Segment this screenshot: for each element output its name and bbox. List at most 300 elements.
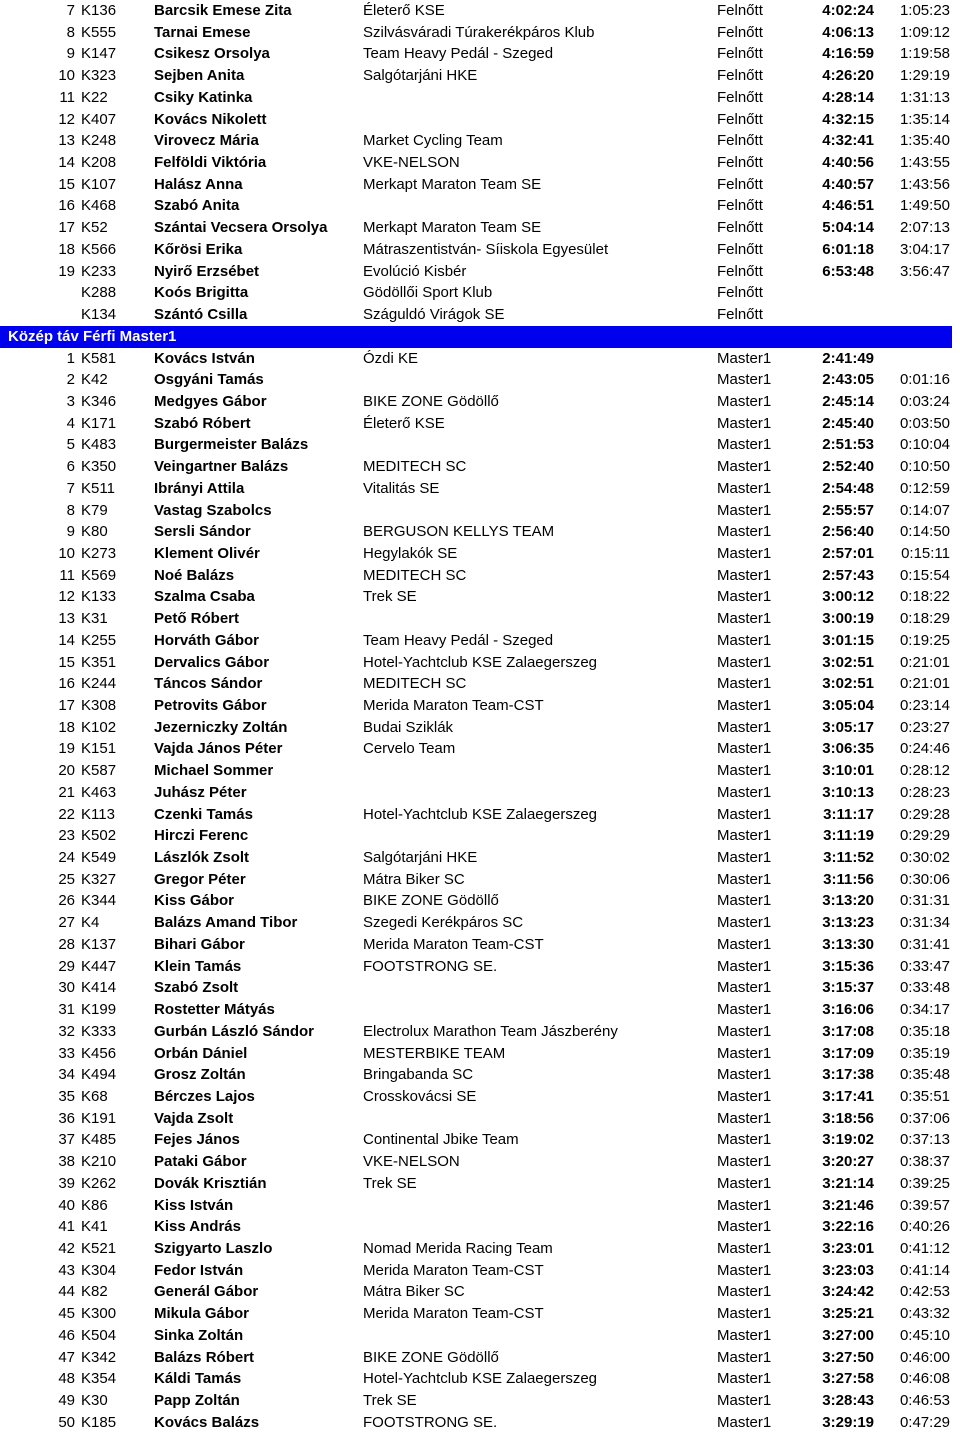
rank-cell: 17 [0, 695, 75, 717]
name-cell: Sersli Sándor [154, 521, 359, 543]
rank-cell: 16 [0, 195, 75, 217]
bib-cell: K233 [81, 261, 151, 283]
time-cell: 3:23:03 [790, 1260, 874, 1282]
bib-cell: K463 [81, 782, 151, 804]
bib-cell: K136 [81, 0, 151, 22]
time-cell: 3:16:06 [790, 999, 874, 1021]
name-cell: Gurbán László Sándor [154, 1021, 359, 1043]
club-cell: Életerő KSE [363, 0, 713, 22]
club-cell: Team Heavy Pedál - Szeged [363, 630, 713, 652]
club-cell: Ózdi KE [363, 348, 713, 370]
gap-cell: 0:35:18 [880, 1021, 950, 1043]
time-cell: 3:11:19 [790, 825, 874, 847]
gap-cell: 0:40:26 [880, 1216, 950, 1238]
time-cell: 2:41:49 [790, 348, 874, 370]
name-cell: Fedor István [154, 1260, 359, 1282]
rank-cell: 33 [0, 1043, 75, 1065]
category-cell: Master1 [717, 717, 817, 739]
name-cell: Petrovits Gábor [154, 695, 359, 717]
bib-cell: K191 [81, 1108, 151, 1130]
rank-cell: 42 [0, 1238, 75, 1260]
bib-cell: K255 [81, 630, 151, 652]
club-cell: MEDITECH SC [363, 456, 713, 478]
bib-cell: K185 [81, 1412, 151, 1433]
bib-cell: K581 [81, 348, 151, 370]
rank-cell: 26 [0, 890, 75, 912]
rank-cell: 25 [0, 869, 75, 891]
gap-cell: 0:43:32 [880, 1303, 950, 1325]
result-row [0, 1303, 960, 1325]
gap-cell: 0:37:13 [880, 1129, 950, 1151]
category-cell: Master1 [717, 1108, 817, 1130]
rank-cell: 32 [0, 1021, 75, 1043]
result-row [0, 804, 960, 826]
time-cell: 3:00:19 [790, 608, 874, 630]
category-cell: Master1 [717, 1195, 817, 1217]
result-row [0, 1216, 960, 1238]
category-cell: Master1 [717, 1238, 817, 1260]
rank-cell: 12 [0, 586, 75, 608]
name-cell: Sinka Zoltán [154, 1325, 359, 1347]
club-cell: MEDITECH SC [363, 673, 713, 695]
name-cell: Kiss István [154, 1195, 359, 1217]
club-cell: Market Cycling Team [363, 130, 713, 152]
category-cell: Master1 [717, 999, 817, 1021]
time-cell: 2:45:40 [790, 413, 874, 435]
name-cell: Kovács Balázs [154, 1412, 359, 1433]
category-cell: Master1 [717, 760, 817, 782]
bib-cell: K262 [81, 1173, 151, 1195]
gap-cell: 0:03:50 [880, 413, 950, 435]
rank-cell: 5 [0, 434, 75, 456]
rank-cell: 17 [0, 217, 75, 239]
name-cell: Szántó Csilla [154, 304, 359, 326]
name-cell: Pető Róbert [154, 608, 359, 630]
result-row [0, 1412, 960, 1433]
club-cell: Merida Maraton Team-CST [363, 695, 713, 717]
gap-cell: 0:39:57 [880, 1195, 950, 1217]
rank-cell: 34 [0, 1064, 75, 1086]
bib-cell: K308 [81, 695, 151, 717]
result-row [0, 174, 960, 196]
name-cell: Medgyes Gábor [154, 391, 359, 413]
rank-cell: 19 [0, 261, 75, 283]
gap-cell: 0:29:28 [880, 804, 950, 826]
rank-cell: 19 [0, 738, 75, 760]
gap-cell: 0:46:08 [880, 1368, 950, 1390]
club-cell: Trek SE [363, 1390, 713, 1412]
bib-cell: K350 [81, 456, 151, 478]
result-row [0, 109, 960, 131]
result-row [0, 0, 960, 22]
gap-cell: 0:31:34 [880, 912, 950, 934]
result-row [0, 1043, 960, 1065]
time-cell: 6:53:48 [790, 261, 874, 283]
rank-cell: 23 [0, 825, 75, 847]
time-cell: 3:10:01 [790, 760, 874, 782]
name-cell: Szalma Csaba [154, 586, 359, 608]
bib-cell: K80 [81, 521, 151, 543]
time-cell: 3:13:30 [790, 934, 874, 956]
category-cell: Master1 [717, 630, 817, 652]
name-cell: Jezerniczky Zoltán [154, 717, 359, 739]
rank-cell: 14 [0, 152, 75, 174]
result-row [0, 1086, 960, 1108]
bib-cell: K288 [81, 282, 151, 304]
category-cell: Master1 [717, 565, 817, 587]
bib-cell: K133 [81, 586, 151, 608]
category-cell: Master1 [717, 890, 817, 912]
rank-cell: 14 [0, 630, 75, 652]
club-cell: Salgótarjáni HKE [363, 847, 713, 869]
time-cell: 4:06:13 [790, 22, 874, 44]
name-cell: Felföldi Viktória [154, 152, 359, 174]
category-cell: Master1 [717, 652, 817, 674]
rank-cell: 8 [0, 22, 75, 44]
time-cell: 6:01:18 [790, 239, 874, 261]
category-cell: Master1 [717, 391, 817, 413]
time-cell: 3:27:50 [790, 1347, 874, 1369]
result-row [0, 1173, 960, 1195]
rank-cell: 10 [0, 65, 75, 87]
category-cell: Master1 [717, 847, 817, 869]
gap-cell: 0:29:29 [880, 825, 950, 847]
bib-cell: K327 [81, 869, 151, 891]
time-cell: 2:56:40 [790, 521, 874, 543]
rank-cell: 11 [0, 87, 75, 109]
club-cell: Mátra Biker SC [363, 1281, 713, 1303]
category-cell: Master1 [717, 413, 817, 435]
club-cell: Merkapt Maraton Team SE [363, 174, 713, 196]
club-cell: Electrolux Marathon Team Jászberény [363, 1021, 713, 1043]
gap-cell: 1:35:14 [880, 109, 950, 131]
name-cell: Generál Gábor [154, 1281, 359, 1303]
gap-cell: 0:33:47 [880, 956, 950, 978]
gap-cell: 1:05:23 [880, 0, 950, 22]
club-cell: Evolúció Kisbér [363, 261, 713, 283]
result-row [0, 1151, 960, 1173]
time-cell: 3:05:04 [790, 695, 874, 717]
time-cell: 3:15:36 [790, 956, 874, 978]
category-cell: Master1 [717, 1021, 817, 1043]
category-cell: Master1 [717, 1173, 817, 1195]
section-header [0, 326, 952, 348]
name-cell: Czenki Tamás [154, 804, 359, 826]
club-cell: VKE-NELSON [363, 152, 713, 174]
club-cell: Continental Jbike Team [363, 1129, 713, 1151]
gap-cell: 0:39:25 [880, 1173, 950, 1195]
bib-cell: K107 [81, 174, 151, 196]
rank-cell: 10 [0, 543, 75, 565]
time-cell: 3:11:56 [790, 869, 874, 891]
time-cell: 3:28:43 [790, 1390, 874, 1412]
time-cell: 3:21:14 [790, 1173, 874, 1195]
category-cell: Master1 [717, 369, 817, 391]
name-cell: Dovák Krisztián [154, 1173, 359, 1195]
bib-cell: K447 [81, 956, 151, 978]
result-row [0, 760, 960, 782]
gap-cell: 0:46:53 [880, 1390, 950, 1412]
bib-cell: K41 [81, 1216, 151, 1238]
category-cell: Master1 [717, 825, 817, 847]
time-cell: 3:23:01 [790, 1238, 874, 1260]
result-row [0, 1325, 960, 1347]
club-cell: Hotel-Yachtclub KSE Zalaegerszeg [363, 1368, 713, 1390]
time-cell: 3:11:17 [790, 804, 874, 826]
rank-cell: 43 [0, 1260, 75, 1282]
bib-cell: K210 [81, 1151, 151, 1173]
rank-cell: 18 [0, 717, 75, 739]
category-cell: Master1 [717, 912, 817, 934]
name-cell: Lászlók Zsolt [154, 847, 359, 869]
category-cell: Master1 [717, 738, 817, 760]
rank-cell: 16 [0, 673, 75, 695]
name-cell: Kiss András [154, 1216, 359, 1238]
rank-cell: 8 [0, 500, 75, 522]
category-cell: Master1 [717, 456, 817, 478]
bib-cell: K569 [81, 565, 151, 587]
bib-cell: K248 [81, 130, 151, 152]
rank-cell: 28 [0, 934, 75, 956]
club-cell: Budai Sziklák [363, 717, 713, 739]
club-cell: Merida Maraton Team-CST [363, 934, 713, 956]
result-row [0, 934, 960, 956]
club-cell: FOOTSTRONG SE. [363, 1412, 713, 1433]
bib-cell: K82 [81, 1281, 151, 1303]
bib-cell: K171 [81, 413, 151, 435]
name-cell: Mikula Gábor [154, 1303, 359, 1325]
result-row [0, 1368, 960, 1390]
bib-cell: K354 [81, 1368, 151, 1390]
time-cell: 3:18:56 [790, 1108, 874, 1130]
name-cell: Horváth Gábor [154, 630, 359, 652]
gap-cell: 0:14:07 [880, 500, 950, 522]
club-cell: Gödöllői Sport Klub [363, 282, 713, 304]
category-cell: Master1 [717, 1325, 817, 1347]
category-cell: Felnőtt [717, 239, 817, 261]
time-cell: 4:46:51 [790, 195, 874, 217]
time-cell: 3:15:37 [790, 977, 874, 999]
rank-cell: 45 [0, 1303, 75, 1325]
rank-cell: 39 [0, 1173, 75, 1195]
rank-cell: 27 [0, 912, 75, 934]
result-row [0, 1195, 960, 1217]
rank-cell: 13 [0, 130, 75, 152]
club-cell: BIKE ZONE Gödöllő [363, 391, 713, 413]
bib-cell: K323 [81, 65, 151, 87]
name-cell: Bihari Gábor [154, 934, 359, 956]
bib-cell: K549 [81, 847, 151, 869]
result-row [0, 348, 960, 370]
category-cell: Master1 [717, 348, 817, 370]
club-cell: Szilvásváradi Túrakerékpáros Klub [363, 22, 713, 44]
bib-cell: K587 [81, 760, 151, 782]
gap-cell: 0:31:41 [880, 934, 950, 956]
bib-cell: K333 [81, 1021, 151, 1043]
bib-cell: K68 [81, 1086, 151, 1108]
rank-cell: 29 [0, 956, 75, 978]
time-cell: 2:45:14 [790, 391, 874, 413]
result-row [0, 1108, 960, 1130]
gap-cell: 0:31:31 [880, 890, 950, 912]
rank-cell: 9 [0, 521, 75, 543]
gap-cell: 0:21:01 [880, 673, 950, 695]
time-cell: 4:02:24 [790, 0, 874, 22]
result-row [0, 1064, 960, 1086]
result-row [0, 586, 960, 608]
time-cell: 2:51:53 [790, 434, 874, 456]
result-row [0, 1260, 960, 1282]
bib-cell: K79 [81, 500, 151, 522]
name-cell: Vajda János Péter [154, 738, 359, 760]
time-cell: 2:43:05 [790, 369, 874, 391]
bib-cell: K555 [81, 22, 151, 44]
category-cell: Felnőtt [717, 261, 817, 283]
result-row [0, 543, 960, 565]
time-cell: 3:17:09 [790, 1043, 874, 1065]
results-table-master1 [0, 348, 960, 1433]
bib-cell: K151 [81, 738, 151, 760]
time-cell: 3:22:16 [790, 1216, 874, 1238]
category-cell: Master1 [717, 1086, 817, 1108]
club-cell: VKE-NELSON [363, 1151, 713, 1173]
result-row [0, 999, 960, 1021]
result-row [0, 261, 960, 283]
rank-cell: 4 [0, 413, 75, 435]
club-cell: Mátra Biker SC [363, 869, 713, 891]
gap-cell: 0:23:14 [880, 695, 950, 717]
bib-cell: K31 [81, 608, 151, 630]
category-cell: Master1 [717, 586, 817, 608]
result-row [0, 65, 960, 87]
name-cell: Halász Anna [154, 174, 359, 196]
gap-cell: 0:35:19 [880, 1043, 950, 1065]
category-cell: Master1 [717, 977, 817, 999]
club-cell: Cervelo Team [363, 738, 713, 760]
time-cell: 4:40:57 [790, 174, 874, 196]
rank-cell: 7 [0, 0, 75, 22]
name-cell: Virovecz Mária [154, 130, 359, 152]
gap-cell: 1:19:58 [880, 43, 950, 65]
name-cell: Balázs Róbert [154, 1347, 359, 1369]
club-cell: MEDITECH SC [363, 565, 713, 587]
gap-cell: 0:28:12 [880, 760, 950, 782]
result-row [0, 956, 960, 978]
name-cell: Klement Olivér [154, 543, 359, 565]
rank-cell: 22 [0, 804, 75, 826]
category-cell: Felnőtt [717, 130, 817, 152]
rank-cell: 31 [0, 999, 75, 1021]
name-cell: Bérczes Lajos [154, 1086, 359, 1108]
gap-cell: 0:15:54 [880, 565, 950, 587]
result-row [0, 738, 960, 760]
category-cell: Master1 [717, 1216, 817, 1238]
result-row [0, 630, 960, 652]
name-cell: Grosz Zoltán [154, 1064, 359, 1086]
result-row [0, 1281, 960, 1303]
rank-cell: 2 [0, 369, 75, 391]
gap-cell: 0:01:16 [880, 369, 950, 391]
rank-cell: 1 [0, 348, 75, 370]
gap-cell: 0:46:00 [880, 1347, 950, 1369]
result-row [0, 152, 960, 174]
name-cell: Szántai Vecsera Orsolya [154, 217, 359, 239]
bib-cell: K102 [81, 717, 151, 739]
name-cell: Kőrösi Erika [154, 239, 359, 261]
name-cell: Pataki Gábor [154, 1151, 359, 1173]
club-cell: Salgótarjáni HKE [363, 65, 713, 87]
bib-cell: K113 [81, 804, 151, 826]
rank-cell: 30 [0, 977, 75, 999]
time-cell: 4:16:59 [790, 43, 874, 65]
bib-cell: K494 [81, 1064, 151, 1086]
name-cell: Hirczi Ferenc [154, 825, 359, 847]
bib-cell: K566 [81, 239, 151, 261]
name-cell: Osgyáni Tamás [154, 369, 359, 391]
category-cell: Master1 [717, 1303, 817, 1325]
result-row [0, 1347, 960, 1369]
result-row [0, 977, 960, 999]
bib-cell: K273 [81, 543, 151, 565]
name-cell: Szigyarto Laszlo [154, 1238, 359, 1260]
time-cell: 3:27:00 [790, 1325, 874, 1347]
bib-cell: K346 [81, 391, 151, 413]
category-cell: Master1 [717, 1043, 817, 1065]
time-cell: 3:02:51 [790, 673, 874, 695]
name-cell: Michael Sommer [154, 760, 359, 782]
gap-cell: 0:47:29 [880, 1412, 950, 1433]
gap-cell: 1:31:13 [880, 87, 950, 109]
gap-cell: 0:34:17 [880, 999, 950, 1021]
result-row [0, 22, 960, 44]
rank-cell: 15 [0, 174, 75, 196]
bib-cell: K504 [81, 1325, 151, 1347]
club-cell: Trek SE [363, 586, 713, 608]
rank-cell: 24 [0, 847, 75, 869]
result-row [0, 87, 960, 109]
category-cell: Master1 [717, 1151, 817, 1173]
gap-cell: 0:30:06 [880, 869, 950, 891]
time-cell: 3:21:46 [790, 1195, 874, 1217]
name-cell: Kiss Gábor [154, 890, 359, 912]
category-cell: Master1 [717, 934, 817, 956]
result-row [0, 565, 960, 587]
time-cell: 3:01:15 [790, 630, 874, 652]
result-row [0, 195, 960, 217]
category-cell: Master1 [717, 1412, 817, 1433]
result-row [0, 456, 960, 478]
name-cell: Kovács Nikolett [154, 109, 359, 131]
bib-cell: K4 [81, 912, 151, 934]
category-cell: Master1 [717, 673, 817, 695]
gap-cell: 0:37:06 [880, 1108, 950, 1130]
category-cell: Master1 [717, 521, 817, 543]
category-cell: Master1 [717, 543, 817, 565]
gap-cell: 0:10:04 [880, 434, 950, 456]
result-row [0, 217, 960, 239]
gap-cell: 0:24:46 [880, 738, 950, 760]
gap-cell: 2:07:13 [880, 217, 950, 239]
bib-cell: K147 [81, 43, 151, 65]
name-cell: Táncos Sándor [154, 673, 359, 695]
bib-cell: K485 [81, 1129, 151, 1151]
time-cell: 4:40:56 [790, 152, 874, 174]
gap-cell: 0:18:29 [880, 608, 950, 630]
rank-cell: 48 [0, 1368, 75, 1390]
category-cell: Master1 [717, 1347, 817, 1369]
bib-cell: K52 [81, 217, 151, 239]
name-cell: Ibrányi Attila [154, 478, 359, 500]
